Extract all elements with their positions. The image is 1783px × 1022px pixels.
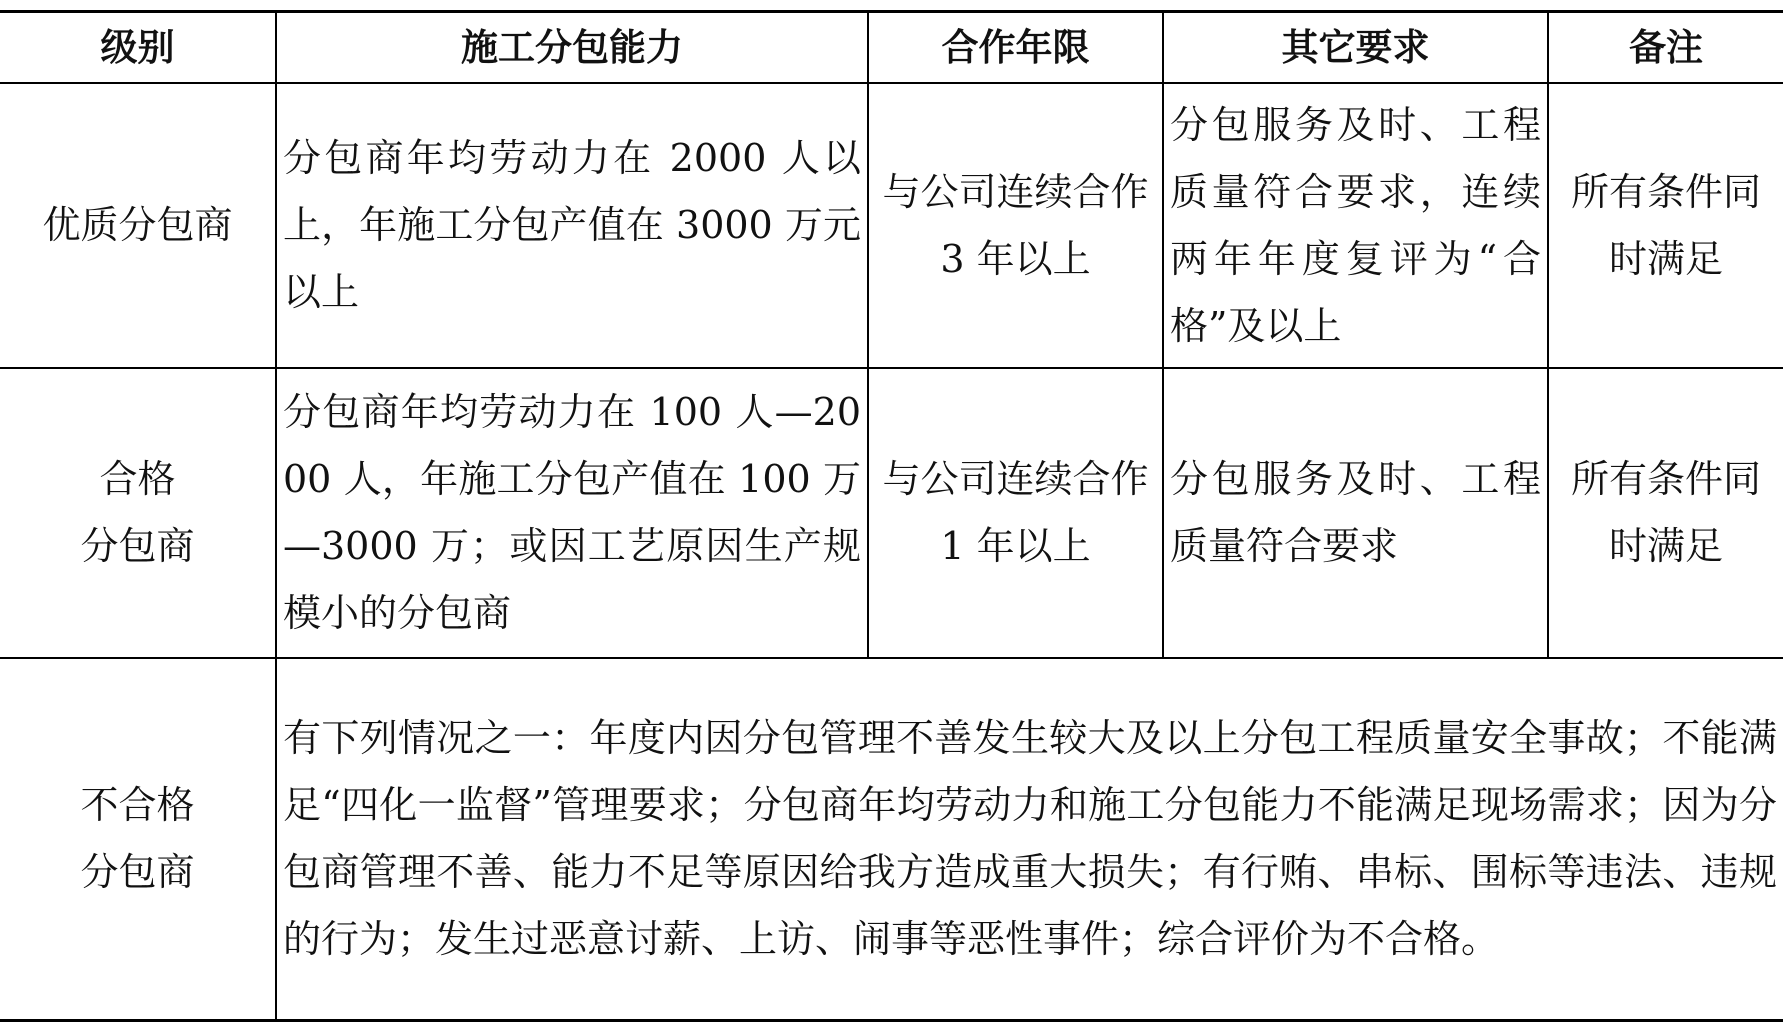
table-row-qualified [0, 368, 1783, 658]
table-row-quality [0, 83, 1783, 368]
cell-level [0, 658, 276, 1021]
header-remark: 备注 [1548, 12, 1783, 84]
cell-cooperation-years: 与公司连续合作 1 年以上 [868, 368, 1163, 658]
subcontractor-grading-table [0, 10, 1783, 1022]
header-capability: 施工分包能力 [276, 12, 868, 84]
cell-other-requirements: 分包服务及时、工程质量符合要求 [1163, 368, 1548, 658]
cell-remark: 所有条件同时满足 [1548, 83, 1783, 368]
level-line: 不合格 [80, 783, 195, 827]
level-line: 分包商 [80, 850, 195, 894]
cell-remark: 所有条件同时满足 [1548, 368, 1783, 658]
cell-other-requirements: 分包服务及时、工程质量符合要求，连续两年年度复评为“合格”及以上 [1163, 83, 1548, 368]
table-header-row [0, 12, 1783, 84]
cell-unqualified-description: 有下列情况之一：年度内因分包管理不善发生较大及以上分包工程质量安全事故；不能满足“四化一监督”管理要求；分包商年均劳动力和施工分包能力不能满足现场需求；因为分包商管理不善、能力不足等原因给我方造成重大损失；有行贿、串标、围标等违法、违规的行为；发生过恶意讨薪、上访、闹事等恶性事件；综合评价为不合格。 [276, 658, 1783, 1021]
header-other-requirements: 其它要求 [1163, 12, 1548, 84]
cell-capability: 分包商年均劳动力在 100 人—2000 人，年施工分包产值在 100 万—3000 万；或因工艺原因生产规模小的分包商 [276, 368, 868, 658]
level-line: 分包商 [80, 524, 195, 568]
table-row-unqualified [0, 658, 1783, 1021]
cell-cooperation-years: 与公司连续合作 3 年以上 [868, 83, 1163, 368]
level-line: 合格 [99, 457, 176, 501]
cell-level [0, 368, 276, 658]
cell-level: 优质分包商 [0, 83, 276, 368]
header-cooperation-years: 合作年限 [868, 12, 1163, 84]
cell-capability: 分包商年均劳动力在 2000 人以上，年施工分包产值在 3000 万元以上 [276, 83, 868, 368]
header-level: 级别 [0, 12, 276, 84]
